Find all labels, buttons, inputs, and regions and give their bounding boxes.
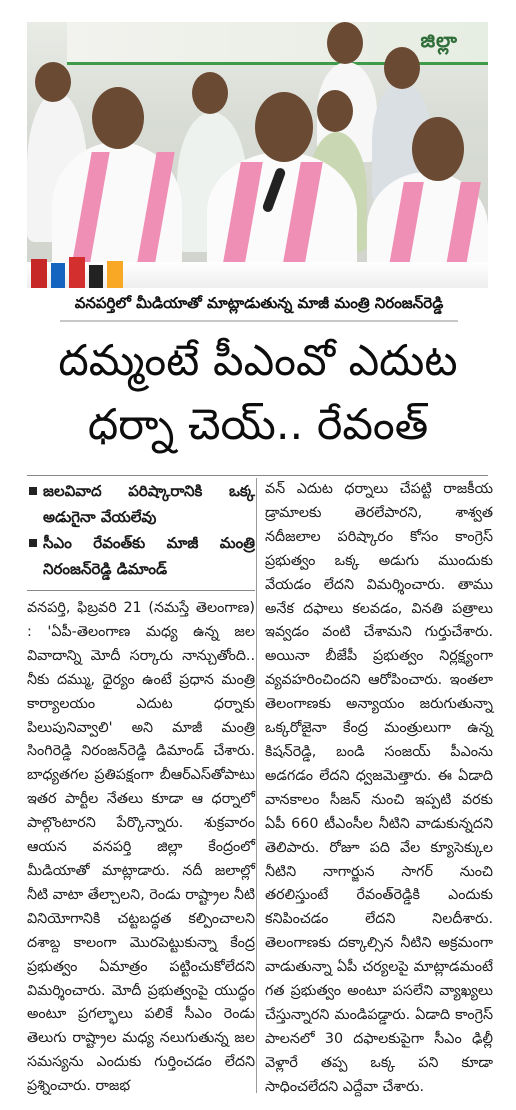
person-bg-2-head [192,72,228,114]
highlight-text: జలవివాద పరిష్కారానికి ఒక్క అడుగైనా వేయలేవు [43,482,255,526]
headline-rule [27,475,488,476]
person-bg-1-head [35,62,71,102]
person-right-head [412,117,464,181]
bullet-square-icon [29,487,37,495]
person-bg-3-head [327,22,363,64]
body-text-left [27,597,255,1099]
photo-caption: వనపర్తిలో మీడియాతో మాట్లాడుతున్న మాజీ మంత్రి నిరంజన్‌రెడ్డి [74,294,444,312]
headline-line-2: ధర్నా చెయ్.. రేవంత్ [87,400,429,450]
highlight-text: సీఎం రేవంత్‌కు మాజీ మంత్రి నిరంజన్‌రెడ్డి డిమాండ్ [43,534,255,578]
media-mics-icon [27,257,137,288]
body-text-right [265,478,493,1100]
speaker-head [255,92,313,162]
backdrop-banner [67,22,488,65]
column-divider [256,478,257,1093]
article-column-left [27,478,255,1099]
highlight-item [27,530,255,582]
article-column-right [265,478,493,1100]
body-paragraph-right: వన్ ఎదుట ధర్నాలు చేపట్టి రాజకీయ డ్రామాలకు తెరలేపారని, శాశ్వత నదీజలాల పరిష్కారం కోసం కాంగ్రెస్ ప్రభుత్వం ఒక్క అడుగు ముందుకు వేయడం లేదని విమర్శించారు. తాము అనేక దఫాలు కలవడం, వినతి పత్రాలు ఇవ్వడం వంటి చేశామని గుర్తుచేశారు. అయినా బీజేపీ ప్రభుత్వం నిర్లక్ష్యంగా వ్యవహరించిందని ఆరోపించారు. ఇంతలా తెలంగాణకు అన్యాయం జరుగుతున్నా ఒక్కరోజైనా కేంద్ర మంత్రులుగా ఉన్న కిషన్‌రెడ్డి, బండి సంజయ్ పీఎంను అడగడం లేదని ధ్వజమెత్తారు. ఈ ఏడాది వానకాలం సీజన్ నుంచి ఇప్పటి వరకు ఏపీ 660 టీఎంసీల నీటిని వాడుకున్నదని తెలిపారు. రోజూ పది వేల క్యూసెక్కుల నీటిని నాగార్జున సాగర్ నుంచి తరలిస్తుంటే రేవంత్‌రెడ్డికి ఎందుకు కనిపించడం లేదని నిలదీశారు. తెలంగాణకు దక్కాల్సిన నీటిని అక్రమంగా వాడుతున్నా ఏపీ చర్యలపై మాట్లాడమంటే గత ప్రభుత్వం అంటూ పసలేని వ్యాఖ్యలు చేస్తున్నారని మండిపడ్డారు. ఏడాది కాంగ్రెస్ పాలనలో 30 దఫాలకుపైగా సీఎం ఢిల్లీ వెళ్లారే తప్ప ఒక్క పని కూడా సాధించలేదని ఎద్దేవా చేశారు. [265,481,493,1095]
person-bg-4-head [384,47,420,89]
banner-text: జిల్లా [420,28,458,52]
news-photo [27,22,488,288]
person-bg-5-head [317,90,353,132]
highlights [27,478,255,591]
person-left-head [92,87,144,149]
highlight-item [27,478,255,530]
body-paragraph-left: వనపర్తి, ఫిబ్రవరి 21 (నమస్తే తెలంగాణ) : 'ఏపీ-తెలంగాణ మధ్య ఉన్న జల వివాదాన్ని మోదీ సర్కారు నాన్చుతోంది.. నీకు దమ్ము, ధైర్యం ఉంటే ప్రధాన మంత్రి కార్యాలయం ఎదుట ధర్నాకు పిలుపునివ్వాలి' అని మాజీ మంత్రి సింగిరెడ్డి నిరంజన్‌రెడ్డి డిమాండ్ చేశారు. బాధ్యతగల ప్రతిపక్షంగా బీఆర్‌ఎస్‌తోపాటు ఇతర పార్టీల నేతలు కూడా ఆ ధర్నాలో పాల్గొంటారని పేర్కొన్నారు. శుక్రవారం ఆయన వనపర్తి జిల్లా కేంద్రంలో మీడియాతో మాట్లాడారు. నదీ జలాల్లో నీటి వాటా తేల్చాలని, రెండు రాష్ట్రాల నీటి వినియోగానికి చట్టబద్ధత కల్పించాలని దశాబ్ద కాలంగా మొరపెట్టుకున్నా కేంద్ర ప్రభుత్వం ఏమాత్రం పట్టించుకోలేదని విమర్శించారు. మోదీ ప్రభుత్వంపై యుద్ధం అంటూ ప్రగల్భాలు పలికే సీఎం రెండు తెలుగు రాష్ట్రాల మధ్య నలుగుతున్న జల సమస్యను ఎందుకు గుర్తించడం లేదని ప్రశ్నించారు. రాజభ [27,600,255,1095]
bullet-square-icon [29,539,37,547]
headline-line-1: దమ్మంటే పీఎంవో ఎదుట [58,336,458,386]
photo-caption-box [60,290,458,322]
